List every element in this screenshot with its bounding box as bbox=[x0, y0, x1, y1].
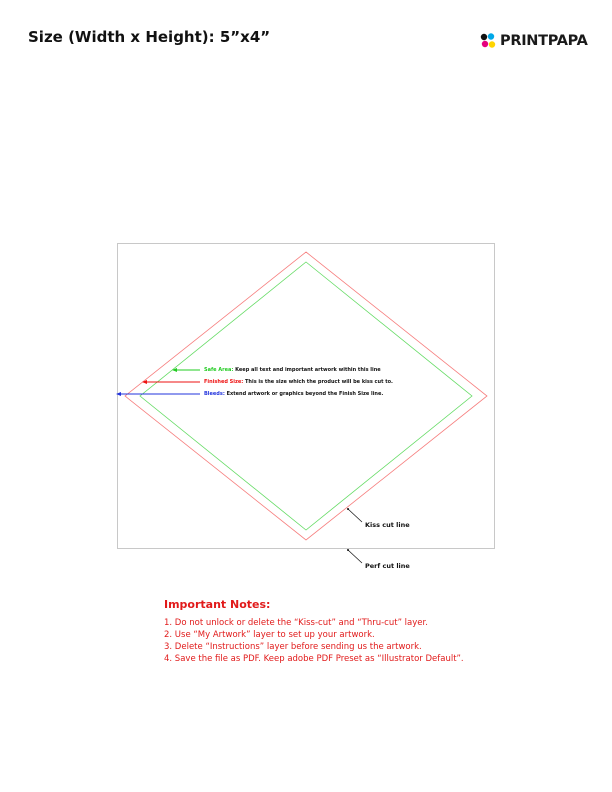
kiss-cut-label: Kiss cut line bbox=[365, 521, 410, 529]
legend-safe-area bbox=[204, 367, 381, 373]
legend-bleeds bbox=[204, 391, 383, 397]
note-item: 2. Use “My Artwork” layer to set up your artwork. bbox=[164, 630, 375, 640]
perf-cut-leader bbox=[348, 550, 362, 563]
legend-safe-label: Safe Area: bbox=[204, 367, 234, 373]
notes-title: Important Notes: bbox=[164, 598, 271, 611]
legend-bleed-label: Bleeds: bbox=[204, 391, 225, 397]
legend-finished-desc: This is the size which the product will be kiss cut to. bbox=[243, 379, 393, 385]
legend-finished-size bbox=[204, 379, 393, 385]
legend-bleed-desc: Extend artwork or graphics beyond the Finish Size line. bbox=[224, 391, 384, 397]
legend-safe-desc: Keep all text and important artwork within this line bbox=[233, 367, 381, 373]
page-title: Size (Width x Height): 5”x4” bbox=[28, 28, 271, 46]
note-item: 4. Save the file as PDF. Keep adobe PDF Preset as “Illustrator Default”. bbox=[164, 654, 464, 664]
logo-wordmark: PRINTPAPA bbox=[500, 33, 588, 49]
important-notes bbox=[164, 598, 464, 665]
note-item: 1. Do not unlock or delete the “Kiss-cut” and “Thru-cut” layer. bbox=[164, 618, 428, 628]
legend-finished-label: Finished Size: bbox=[204, 379, 244, 385]
perf-cut-label: Perf cut line bbox=[365, 562, 410, 570]
kiss-cut-leader bbox=[348, 509, 362, 522]
note-item: 3. Delete “Instructions” layer before sending us the artwork. bbox=[164, 642, 422, 652]
